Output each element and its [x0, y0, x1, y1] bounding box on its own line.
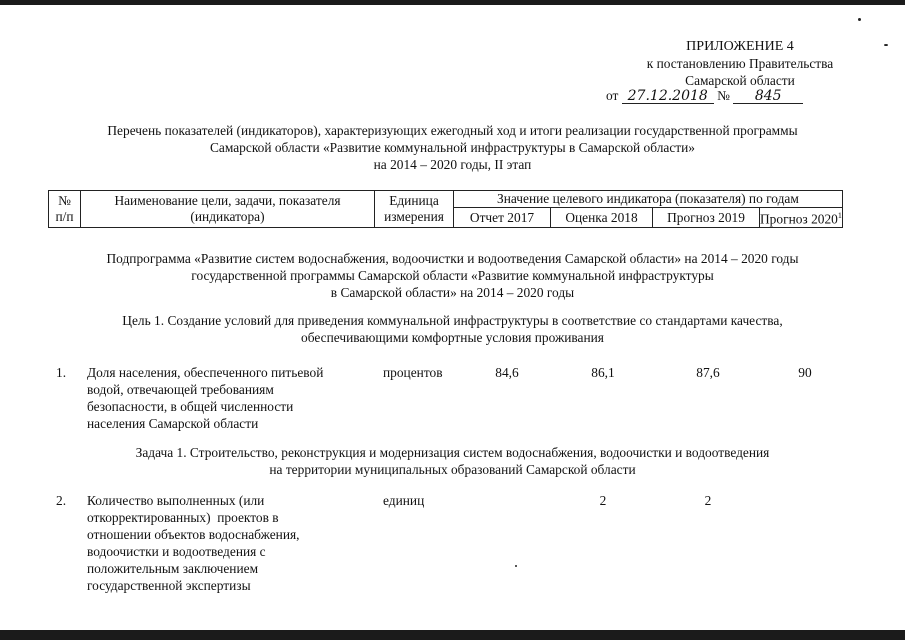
date-prefix: от: [606, 88, 619, 103]
indicator-1-report-2017: 84,6: [495, 365, 519, 380]
task-heading: [20, 444, 885, 478]
indicator-2-name-line: отношении объектов водоснабжения,: [87, 527, 300, 542]
indicator-2-forecast-2019: 2: [704, 493, 712, 508]
indicator-1-name-line: безопасности, в общей численности: [87, 399, 294, 414]
goal-heading: [20, 312, 885, 346]
goal-line-2: обеспечивающими комфортные условия проживания: [301, 330, 604, 345]
indicator-2-unit: единиц: [383, 493, 425, 508]
header-num-line-2: п/п: [55, 209, 74, 225]
header-name-line-2: (индикатора): [190, 209, 265, 225]
header-num: [49, 191, 81, 228]
indicator-1-name-line: Доля населения, обеспеченного питьевой: [87, 365, 324, 380]
document-title-line-1: Перечень показателей (индикаторов), характеризующих ежегодный ход и итоги реализации государственной программы: [107, 123, 798, 138]
header-report-2017: Отчет 2017: [454, 208, 551, 228]
subprogram-line-3: в Самарской области» на 2014 – 2020 годы: [330, 285, 575, 300]
indicator-table-header: [48, 190, 843, 228]
scan-top-edge: [0, 0, 905, 5]
goal-line-1: Цель 1. Создание условий для приведения коммунальной инфраструктуры в соответствие со стандартами качества,: [122, 313, 783, 328]
document-title-line-3: на 2014 – 2020 годы, II этап: [373, 157, 532, 172]
header-forecast-2019: Прогноз 2019: [653, 208, 760, 228]
indicator-1-forecast-2019: 87,6: [696, 365, 720, 380]
footnote-marker: 1: [837, 211, 842, 220]
subprogram-line-2: государственной программы Самарской области «Развитие коммунальной инфраструктуры: [191, 268, 714, 283]
header-estimate-2018: Оценка 2018: [551, 208, 653, 228]
scan-bottom-edge: [0, 630, 905, 640]
indicator-2-name-line: откорректированных) проектов в: [87, 510, 279, 525]
task-line-1: Задача 1. Строительство, реконструкция и модернизация систем водоснабжения, водоочистки и водоотведения: [135, 445, 770, 460]
appendix-line-2: Самарской области: [685, 73, 795, 88]
indicator-1-number: 1.: [56, 365, 67, 380]
indicator-1-estimate-2018: 86,1: [591, 365, 615, 380]
indicator-1-name: [87, 364, 367, 432]
appendix-date-line: [606, 87, 846, 104]
indicator-2-name-line: Количество выполненных (или: [87, 493, 265, 508]
indicator-2-name-line: государственной экспертизы: [87, 578, 251, 593]
indicator-2-name-line: водоочистки и водоотведения с: [87, 544, 266, 559]
header-unit: [375, 191, 454, 228]
handwritten-date: 27.12.2018: [622, 89, 714, 104]
task-line-2: на территории муниципальных образований Самарской области: [269, 462, 636, 477]
header-num-line-1: №: [58, 193, 71, 209]
document-title-line-2: Самарской области «Развитие коммунальной инфраструктуры в Самарской области»: [209, 140, 696, 155]
scan-speck: [884, 44, 888, 46]
header-name-line-1: Наименование цели, задачи, показателя: [114, 193, 341, 209]
header-unit-line-2: измерения: [384, 209, 444, 225]
number-label: №: [717, 88, 730, 103]
subprogram-line-1: Подпрограмма «Развитие систем водоснабжения, водоочистки и водоотведения Самарской области» на 2014 – 2020 годы: [106, 251, 799, 266]
header-forecast-2020-label: Прогноз 2020: [760, 211, 838, 227]
indicator-2-name: [87, 492, 367, 594]
indicator-1-name-line: населения Самарской области: [87, 416, 259, 431]
header-values-group: Значение целевого индикатора (показателя) по годам: [454, 191, 843, 208]
indicator-1-unit: процентов: [383, 365, 443, 380]
header-name: [81, 191, 375, 228]
handwritten-number: 845: [733, 89, 803, 104]
indicator-1-name-line: водой, отвечающей требованиям: [87, 382, 274, 397]
scan-speck: [515, 565, 517, 567]
indicator-2-name-line: положительным заключением: [87, 561, 259, 576]
appendix-title: ПРИЛОЖЕНИЕ 4: [686, 39, 794, 54]
header-forecast-2020: [760, 208, 843, 228]
scan-speck: [858, 18, 861, 21]
indicator-2-estimate-2018: 2: [599, 493, 607, 508]
appendix-header: [600, 38, 880, 89]
indicator-1-forecast-2020: 90: [798, 365, 812, 380]
subprogram-heading: [20, 250, 885, 301]
header-unit-line-1: Единица: [389, 193, 439, 209]
indicator-2-number: 2.: [56, 493, 67, 508]
appendix-line-1: к постановлению Правительства: [646, 56, 834, 71]
document-title: [20, 122, 885, 173]
